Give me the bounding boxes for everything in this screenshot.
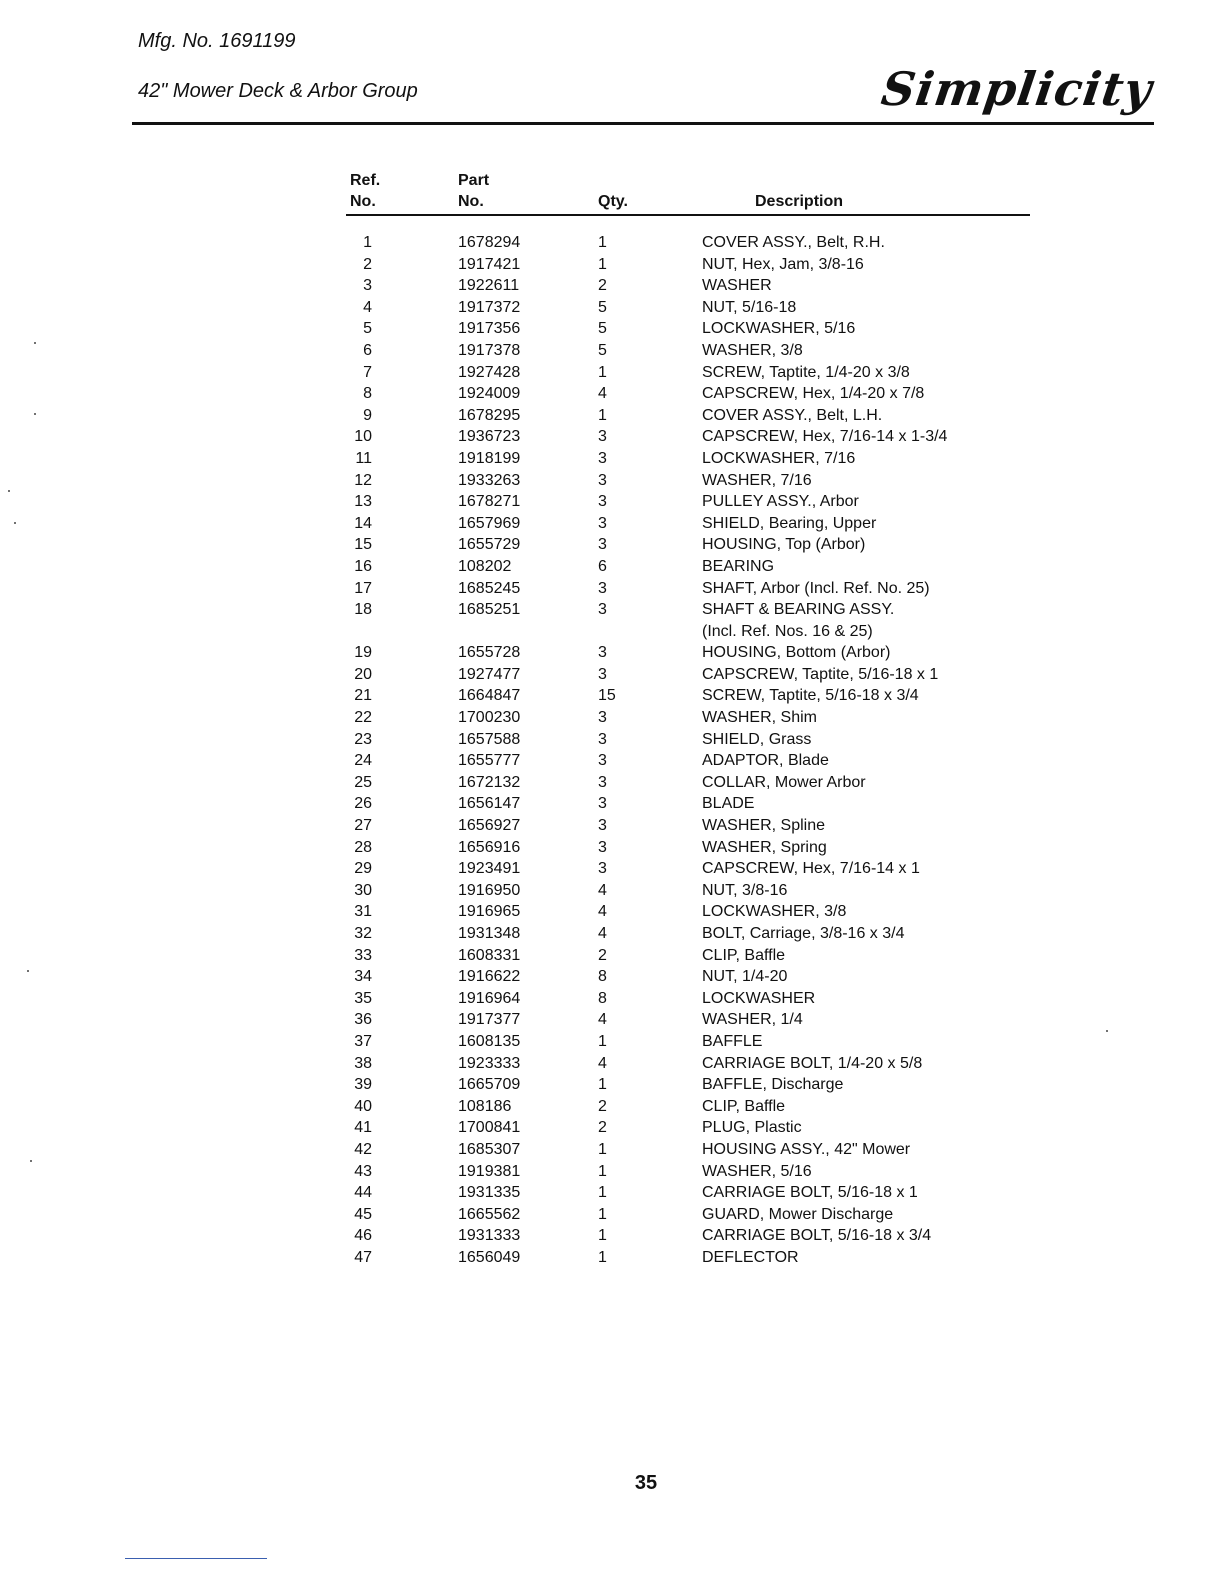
scan-speck bbox=[30, 1160, 32, 1162]
description-cell: WASHER, Spring bbox=[702, 838, 827, 856]
header-rule bbox=[132, 122, 1154, 125]
qty-cell: 3 bbox=[598, 752, 607, 770]
qty-cell: 1 bbox=[598, 1162, 607, 1180]
section-title: 42" Mower Deck & Arbor Group bbox=[138, 80, 418, 102]
qty-cell: 3 bbox=[598, 493, 607, 511]
description-cell: HOUSING, Bottom (Arbor) bbox=[702, 644, 891, 662]
description-cell: COVER ASSY., Belt, L.H. bbox=[702, 406, 883, 424]
ref-no-cell: 37 bbox=[354, 1032, 372, 1050]
description-cell: SHAFT, Arbor (Incl. Ref. No. 25) bbox=[702, 579, 930, 597]
part-no-cell: 1936723 bbox=[458, 428, 521, 446]
part-no-cell: 1916965 bbox=[458, 903, 521, 921]
ref-no-cell: 36 bbox=[354, 1011, 372, 1029]
part-no-cell: 1656049 bbox=[458, 1248, 521, 1266]
ref-no-cell: 9 bbox=[363, 406, 372, 424]
part-no-cell: 1608331 bbox=[458, 946, 521, 964]
part-no-cell: 1655728 bbox=[458, 644, 521, 662]
table-row bbox=[346, 966, 1046, 988]
ref-no-cell: 24 bbox=[354, 752, 372, 770]
ref-no-cell: 14 bbox=[354, 514, 372, 532]
part-no-cell: 1655777 bbox=[458, 752, 521, 770]
qty-cell: 3 bbox=[598, 795, 607, 813]
qty-cell: 2 bbox=[598, 1119, 607, 1137]
part-no-cell: 1665709 bbox=[458, 1076, 521, 1094]
qty-cell: 3 bbox=[598, 579, 607, 597]
description-cell: BAFFLE, Discharge bbox=[702, 1076, 844, 1094]
description-cell: NUT, Hex, Jam, 3/8-16 bbox=[702, 255, 864, 273]
description-cell: LOCKWASHER, 3/8 bbox=[702, 903, 847, 921]
table-row bbox=[346, 578, 1046, 600]
page-number: 35 bbox=[634, 1472, 658, 1494]
table-row bbox=[346, 405, 1046, 427]
part-no-cell: 1917356 bbox=[458, 320, 521, 338]
scan-speck bbox=[34, 342, 36, 344]
part-no-cell: 1927477 bbox=[458, 665, 521, 683]
part-no-cell: 1655729 bbox=[458, 536, 521, 554]
description-cell: LOCKWASHER bbox=[702, 989, 816, 1007]
description-cell: CAPSCREW, Hex, 1/4-20 x 7/8 bbox=[702, 385, 925, 403]
part-no-cell: 1917378 bbox=[458, 341, 521, 359]
qty-cell: 3 bbox=[598, 860, 607, 878]
part-no-cell: 1678294 bbox=[458, 234, 521, 251]
qty-cell: 5 bbox=[598, 298, 607, 316]
qty-cell: 4 bbox=[598, 925, 607, 942]
part-no-cell: 1700230 bbox=[458, 709, 521, 727]
qty-cell: 3 bbox=[598, 709, 607, 727]
qty-cell: 4 bbox=[598, 881, 607, 899]
ref-no-cell: 18 bbox=[354, 601, 372, 619]
qty-cell: 1 bbox=[598, 1205, 607, 1223]
part-no-cell: 1924009 bbox=[458, 385, 521, 403]
qty-cell: 1 bbox=[598, 1076, 607, 1094]
description-cell: WASHER bbox=[702, 277, 772, 295]
description-cell: WASHER, 1/4 bbox=[702, 1011, 803, 1029]
table-row bbox=[346, 923, 1046, 945]
qty-cell: 4 bbox=[598, 385, 607, 403]
table-row bbox=[346, 837, 1046, 859]
part-no-cell: 1656916 bbox=[458, 838, 521, 856]
header-part-no: Part No. bbox=[458, 172, 490, 210]
ref-no-cell: 21 bbox=[354, 687, 372, 705]
manufacturer-number: Mfg. No. 1691199 bbox=[138, 30, 296, 52]
qty-cell: 2 bbox=[598, 946, 607, 964]
description-cell: CAPSCREW, Hex, 7/16-14 x 1 bbox=[702, 860, 920, 878]
description-cell: SHAFT & BEARING ASSY. bbox=[702, 601, 895, 619]
ref-no-cell: 11 bbox=[355, 449, 372, 467]
part-no-cell: 1918199 bbox=[458, 449, 521, 467]
part-no-cell: 1916622 bbox=[458, 968, 521, 986]
table-row bbox=[346, 1247, 1046, 1269]
ref-no-cell: 13 bbox=[354, 493, 372, 511]
part-no-cell: 1916950 bbox=[458, 881, 521, 899]
ref-no-cell: 45 bbox=[354, 1205, 372, 1223]
ref-no-cell: 33 bbox=[354, 946, 372, 964]
table-row bbox=[346, 318, 1046, 340]
description-cell: CARRIAGE BOLT, 5/16-18 x 1 bbox=[702, 1184, 918, 1202]
table-row bbox=[346, 254, 1046, 276]
table-row bbox=[346, 1009, 1046, 1031]
ref-no-cell: 30 bbox=[354, 881, 372, 899]
description-cell: CLIP, Baffle bbox=[702, 1097, 786, 1115]
table-row bbox=[346, 945, 1046, 967]
description-cell: NUT, 5/16-18 bbox=[702, 298, 797, 316]
table-row bbox=[346, 988, 1046, 1010]
table-row bbox=[346, 685, 1046, 707]
qty-cell: 3 bbox=[598, 514, 607, 532]
table-row bbox=[346, 664, 1046, 686]
qty-cell: 3 bbox=[598, 730, 607, 748]
description-cell: BLADE bbox=[702, 795, 755, 813]
description-cell: BOLT, Carriage, 3/8-16 x 3/4 bbox=[702, 925, 905, 942]
ref-no-cell: 44 bbox=[354, 1184, 372, 1202]
description-cell: NUT, 1/4-20 bbox=[702, 968, 788, 986]
ref-no-cell: 8 bbox=[363, 385, 372, 403]
description-cell: COVER ASSY., Belt, R.H. bbox=[702, 234, 885, 251]
table-row bbox=[346, 1182, 1046, 1204]
part-no-cell: 1917377 bbox=[458, 1011, 521, 1029]
ref-no-cell: 34 bbox=[354, 968, 372, 986]
part-no-cell: 1917372 bbox=[458, 298, 521, 316]
qty-cell: 3 bbox=[598, 536, 607, 554]
table-row bbox=[346, 729, 1046, 751]
scan-speck bbox=[1106, 1030, 1108, 1032]
table-row bbox=[346, 858, 1046, 880]
qty-cell: 5 bbox=[598, 320, 607, 338]
table-row bbox=[346, 491, 1046, 513]
qty-cell: 4 bbox=[598, 903, 607, 921]
table-row bbox=[346, 1204, 1046, 1226]
description-cell: WASHER, 3/8 bbox=[702, 341, 803, 359]
description-cell: CARRIAGE BOLT, 1/4-20 x 5/8 bbox=[702, 1054, 923, 1072]
description-cell: ADAPTOR, Blade bbox=[702, 752, 829, 770]
ref-no-cell: 7 bbox=[363, 363, 372, 381]
table-row bbox=[346, 1117, 1046, 1139]
table-row bbox=[346, 1031, 1046, 1053]
header-description: Description bbox=[755, 193, 844, 210]
ref-no-cell: 38 bbox=[354, 1054, 372, 1072]
table-row bbox=[346, 642, 1046, 664]
description-cell: CARRIAGE BOLT, 5/16-18 x 3/4 bbox=[702, 1227, 932, 1245]
footer-line bbox=[125, 1558, 267, 1559]
qty-cell: 3 bbox=[598, 644, 607, 662]
qty-cell: 1 bbox=[598, 1184, 607, 1202]
table-row bbox=[346, 232, 1046, 254]
table-header-rule bbox=[346, 214, 1030, 216]
scan-speck bbox=[14, 522, 16, 524]
part-no-cell: 108186 bbox=[458, 1097, 512, 1115]
ref-no-cell: 27 bbox=[354, 817, 372, 835]
ref-no-cell: 35 bbox=[354, 989, 372, 1007]
table-row bbox=[346, 534, 1046, 556]
brand-logo: Simplicity bbox=[878, 62, 1156, 116]
part-no-cell: 1656147 bbox=[458, 795, 521, 813]
description-cell: LOCKWASHER, 5/16 bbox=[702, 320, 856, 338]
description-cell: DEFLECTOR bbox=[702, 1248, 799, 1266]
qty-cell: 1 bbox=[598, 255, 607, 273]
description-cell: GUARD, Mower Discharge bbox=[702, 1205, 894, 1223]
ref-no-cell: 3 bbox=[363, 277, 372, 295]
ref-no-cell: 39 bbox=[354, 1076, 372, 1094]
header-ref-no: Ref. No. bbox=[350, 172, 381, 210]
qty-cell: 3 bbox=[598, 773, 607, 791]
description-cell: COLLAR, Mower Arbor bbox=[702, 773, 866, 791]
qty-cell: 3 bbox=[598, 601, 607, 619]
table-row bbox=[346, 772, 1046, 794]
part-no-cell: 1685307 bbox=[458, 1140, 521, 1158]
ref-no-cell: 32 bbox=[354, 925, 372, 942]
table-row bbox=[346, 383, 1046, 405]
ref-no-cell: 4 bbox=[363, 298, 372, 316]
qty-cell: 1 bbox=[598, 1140, 607, 1158]
ref-no-cell: 42 bbox=[354, 1140, 372, 1158]
table-row bbox=[346, 362, 1046, 384]
description-cell: SHIELD, Bearing, Upper bbox=[702, 514, 877, 532]
ref-no-cell: 12 bbox=[354, 471, 372, 489]
description-cell: CAPSCREW, Taptite, 5/16-18 x 1 bbox=[702, 665, 939, 683]
qty-cell: 3 bbox=[598, 665, 607, 683]
qty-cell: 15 bbox=[598, 687, 616, 705]
table-row bbox=[346, 1225, 1046, 1247]
table-row bbox=[346, 1053, 1046, 1075]
qty-cell: 1 bbox=[598, 1227, 607, 1245]
part-no-cell: 1923333 bbox=[458, 1054, 521, 1072]
scan-speck bbox=[8, 490, 10, 492]
scan-speck bbox=[34, 413, 36, 415]
ref-no-cell: 1 bbox=[363, 234, 372, 251]
qty-cell: 2 bbox=[598, 1097, 607, 1115]
description-cell: NUT, 3/8-16 bbox=[702, 881, 788, 899]
table-row bbox=[346, 880, 1046, 902]
part-no-cell: 1931335 bbox=[458, 1184, 521, 1202]
qty-cell: 6 bbox=[598, 557, 607, 575]
ref-no-cell: 5 bbox=[363, 320, 372, 338]
table-header bbox=[350, 170, 1030, 216]
description-cell: SCREW, Taptite, 5/16-18 x 3/4 bbox=[702, 687, 919, 705]
table-row bbox=[346, 340, 1046, 362]
table-row bbox=[346, 448, 1046, 470]
part-no-cell: 1656927 bbox=[458, 817, 521, 835]
table-row bbox=[346, 513, 1046, 535]
qty-cell: 3 bbox=[598, 449, 607, 467]
table-row bbox=[346, 556, 1046, 578]
part-no-cell: 1678295 bbox=[458, 406, 521, 424]
qty-cell: 1 bbox=[598, 1032, 607, 1050]
table-row bbox=[346, 599, 1046, 621]
ref-no-cell: 22 bbox=[354, 709, 372, 727]
part-no-cell: 1919381 bbox=[458, 1162, 521, 1180]
qty-cell: 3 bbox=[598, 428, 607, 446]
part-no-cell: 108202 bbox=[458, 557, 512, 575]
description-cell: WASHER, 5/16 bbox=[702, 1162, 812, 1180]
description-cell: PULLEY ASSY., Arbor bbox=[702, 493, 859, 511]
scan-speck bbox=[27, 970, 29, 972]
part-no-cell: 1657588 bbox=[458, 730, 521, 748]
table-row bbox=[346, 1139, 1046, 1161]
table-row bbox=[346, 793, 1046, 815]
parts-table bbox=[346, 232, 1046, 1269]
part-no-cell: 1917421 bbox=[458, 255, 521, 273]
qty-cell: 3 bbox=[598, 817, 607, 835]
ref-no-cell: 43 bbox=[354, 1162, 372, 1180]
qty-cell: 1 bbox=[598, 363, 607, 381]
ref-no-cell: 23 bbox=[354, 730, 372, 748]
part-no-cell: 1916964 bbox=[458, 989, 521, 1007]
description-cell: HOUSING, Top (Arbor) bbox=[702, 536, 866, 554]
table-row bbox=[346, 901, 1046, 923]
table-row bbox=[346, 426, 1046, 448]
description-cell: CLIP, Baffle bbox=[702, 946, 786, 964]
ref-no-cell: 20 bbox=[354, 665, 372, 683]
table-row bbox=[346, 275, 1046, 297]
description-cell: SCREW, Taptite, 1/4-20 x 3/8 bbox=[702, 363, 910, 381]
table-row bbox=[346, 1096, 1046, 1118]
part-no-cell: 1922611 bbox=[458, 277, 520, 295]
qty-cell: 3 bbox=[598, 471, 607, 489]
table-row bbox=[346, 621, 1046, 643]
qty-cell: 1 bbox=[598, 234, 607, 251]
part-no-cell: 1685245 bbox=[458, 579, 521, 597]
part-no-cell: 1933263 bbox=[458, 471, 521, 489]
qty-cell: 2 bbox=[598, 277, 607, 295]
ref-no-cell: 47 bbox=[354, 1248, 372, 1266]
part-no-cell: 1700841 bbox=[458, 1119, 521, 1137]
qty-cell: 8 bbox=[598, 989, 607, 1007]
part-no-cell: 1657969 bbox=[458, 514, 521, 532]
ref-no-cell: 31 bbox=[354, 903, 372, 921]
ref-no-cell: 16 bbox=[354, 557, 372, 575]
part-no-cell: 1685251 bbox=[458, 601, 521, 619]
part-no-cell: 1665562 bbox=[458, 1205, 521, 1223]
qty-cell: 1 bbox=[598, 1248, 607, 1266]
part-no-cell: 1923491 bbox=[458, 860, 521, 878]
description-cell: SHIELD, Grass bbox=[702, 730, 812, 748]
ref-no-cell: 28 bbox=[354, 838, 372, 856]
ref-no-cell: 26 bbox=[354, 795, 372, 813]
description-cell: HOUSING ASSY., 42" Mower bbox=[702, 1140, 911, 1158]
qty-cell: 4 bbox=[598, 1054, 607, 1072]
qty-cell: 5 bbox=[598, 341, 607, 359]
ref-no-cell: 40 bbox=[354, 1097, 372, 1115]
table-row bbox=[346, 297, 1046, 319]
ref-no-cell: 2 bbox=[363, 255, 372, 273]
table-row bbox=[346, 750, 1046, 772]
part-no-cell: 1608135 bbox=[458, 1032, 521, 1050]
qty-cell: 3 bbox=[598, 838, 607, 856]
qty-cell: 1 bbox=[598, 406, 607, 424]
table-row bbox=[346, 815, 1046, 837]
description-cell: CAPSCREW, Hex, 7/16-14 x 1-3/4 bbox=[702, 428, 948, 446]
ref-no-cell: 41 bbox=[354, 1119, 372, 1137]
ref-no-cell: 19 bbox=[354, 644, 372, 662]
qty-cell: 4 bbox=[598, 1011, 607, 1029]
description-cell: WASHER, 7/16 bbox=[702, 471, 812, 489]
part-no-cell: 1678271 bbox=[458, 493, 521, 511]
part-no-cell: 1927428 bbox=[458, 363, 521, 381]
ref-no-cell: 29 bbox=[354, 860, 372, 878]
part-no-cell: 1672132 bbox=[458, 773, 521, 791]
qty-cell: 8 bbox=[598, 968, 607, 986]
table-row bbox=[346, 1161, 1046, 1183]
description-cell: LOCKWASHER, 7/16 bbox=[702, 449, 856, 467]
ref-no-cell: 46 bbox=[354, 1227, 372, 1245]
ref-no-cell: 15 bbox=[354, 536, 372, 554]
table-row bbox=[346, 707, 1046, 729]
ref-no-cell: 25 bbox=[354, 773, 372, 791]
part-no-cell: 1664847 bbox=[458, 687, 521, 705]
description-cell: WASHER, Shim bbox=[702, 709, 817, 727]
description-cell: (Incl. Ref. Nos. 16 & 25) bbox=[702, 622, 873, 640]
ref-no-cell: 10 bbox=[354, 428, 372, 446]
ref-no-cell: 17 bbox=[354, 579, 372, 597]
table-row bbox=[346, 470, 1046, 492]
header-qty: Qty. bbox=[598, 193, 628, 210]
description-cell: BAFFLE bbox=[702, 1032, 763, 1050]
part-no-cell: 1931333 bbox=[458, 1227, 521, 1245]
description-cell: PLUG, Plastic bbox=[702, 1119, 802, 1137]
description-cell: WASHER, Spline bbox=[702, 817, 825, 835]
part-no-cell: 1931348 bbox=[458, 925, 521, 942]
table-row bbox=[346, 1074, 1046, 1096]
ref-no-cell: 6 bbox=[363, 341, 372, 359]
description-cell: BEARING bbox=[702, 557, 775, 575]
